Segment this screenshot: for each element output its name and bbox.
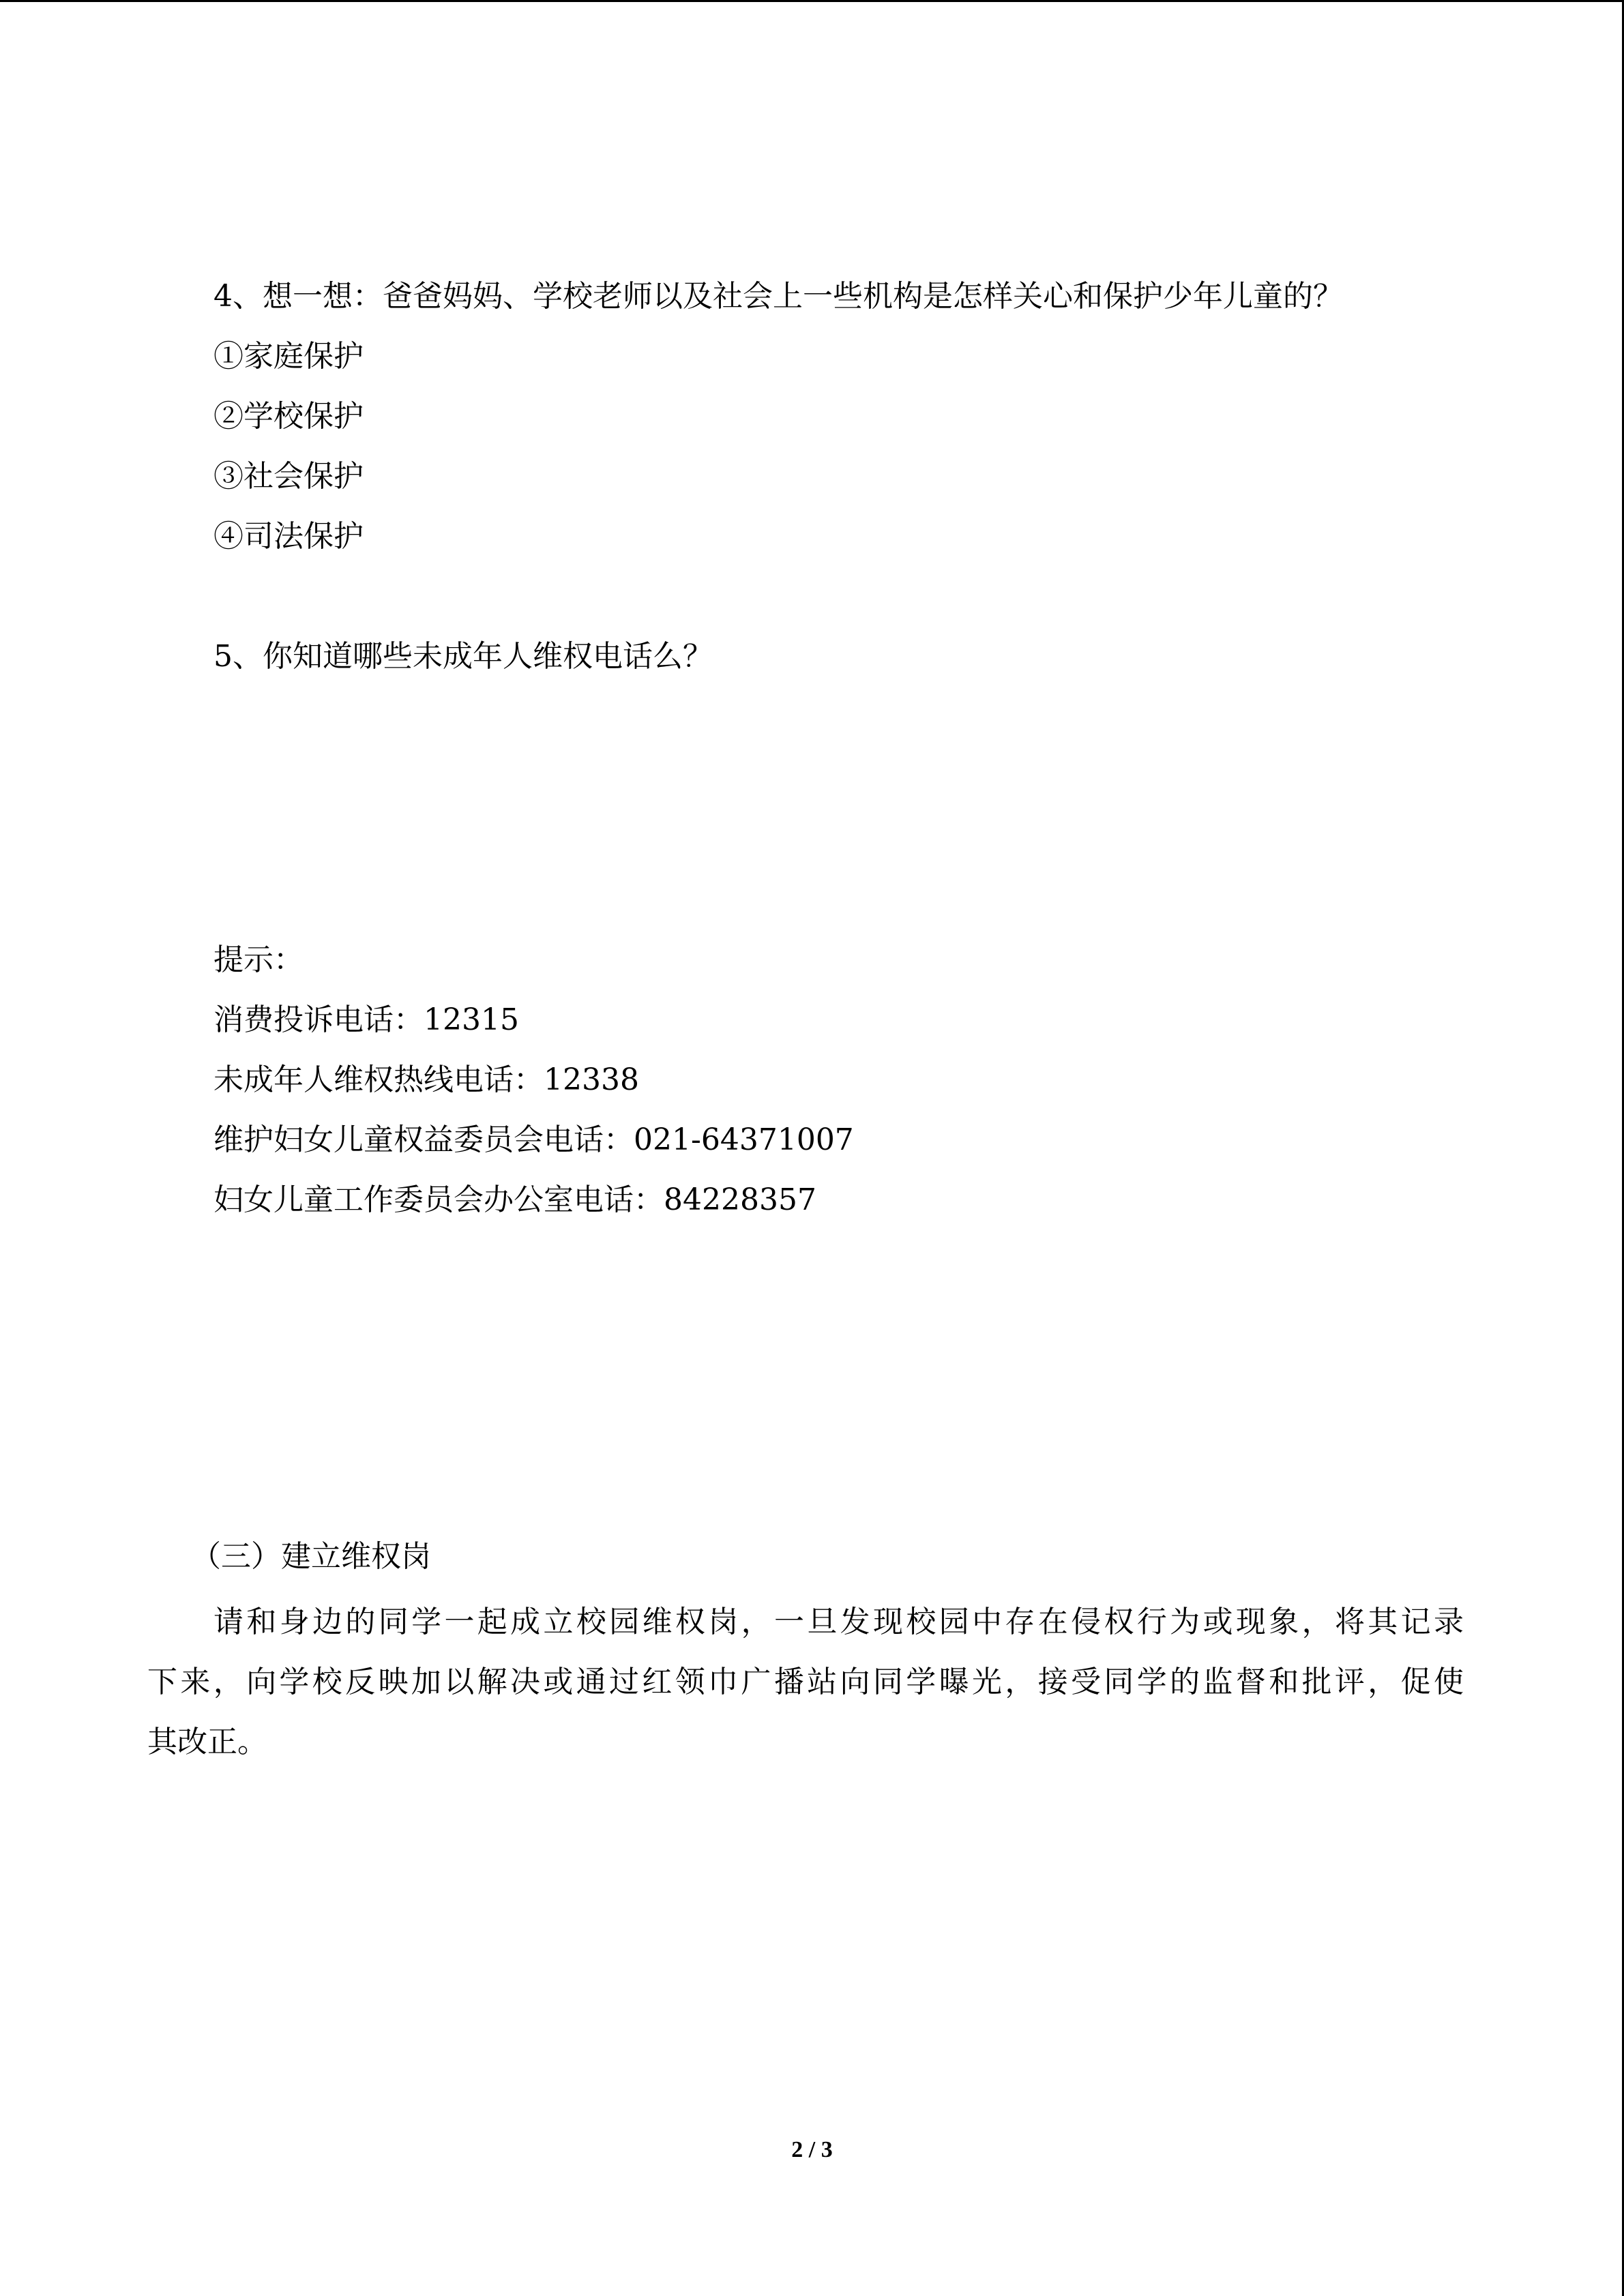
hint-label: 提示： [213,942,304,977]
paragraph-line: 其改正。 [147,1725,267,1759]
protection-item-school: ②学校保护 [213,399,364,434]
hint-minor-rights-hotline: 未成年人维权热线电话：12338 [213,1062,639,1097]
hint-women-children-rights-committee: 维护妇女儿童权益委员会电话：021-64371007 [213,1122,854,1157]
section-3-paragraph [147,1592,1464,1772]
protection-item-society: ③社会保护 [213,459,364,494]
protection-item-family: ①家庭保护 [213,339,364,374]
protection-item-judicial: ④司法保护 [213,519,364,554]
question-4: 4、想一想：爸爸妈妈、学校老师以及社会上一些机构是怎样关心和保护少年儿童的？ [213,279,1343,314]
hint-consumer-complaint: 消费投诉电话：12315 [213,1002,519,1037]
page-number: 2 / 3 [791,2137,833,2162]
paragraph-line: 下来，向学校反映加以解决或通过红领巾广播站向同学曝光，接受同学的监督和批评，促使 [147,1665,1464,1699]
paragraph-line: 请和身边的同学一起成立校园维权岗，一旦发现校园中存在侵权行为或现象，将其记录 [213,1605,1464,1639]
hint-women-children-work-office: 妇女儿童工作委员会办公室电话：84228357 [213,1182,816,1217]
question-5: 5、你知道哪些未成年人维权电话么？ [213,639,713,674]
section-3-heading: （三）建立维权岗 [191,1539,431,1574]
